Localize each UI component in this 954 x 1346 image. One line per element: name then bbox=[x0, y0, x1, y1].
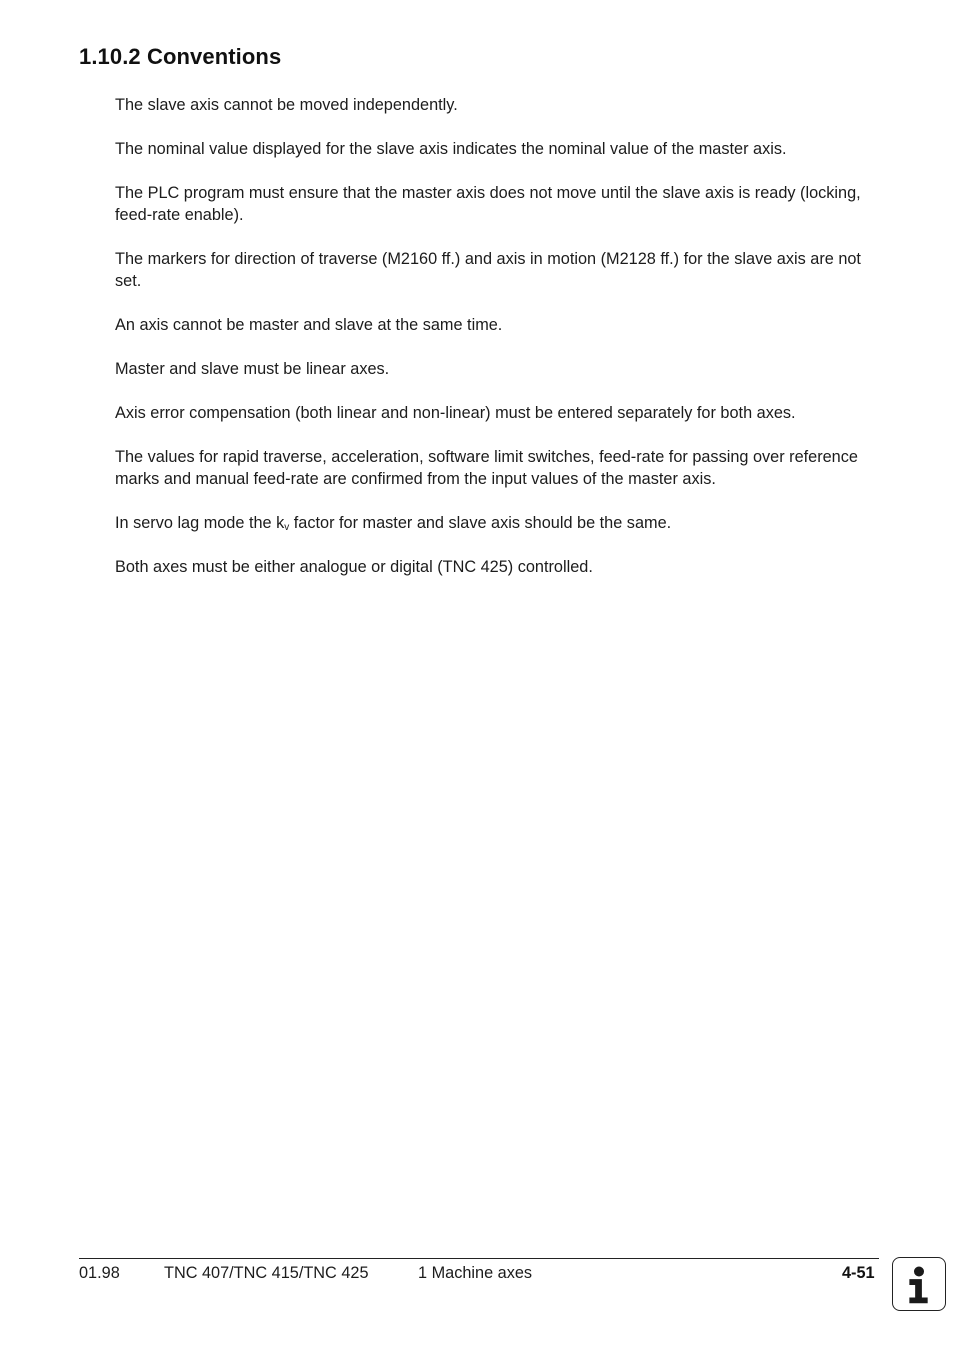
section-body bbox=[115, 94, 875, 600]
paragraph: Axis error compensation (both linear and non-linear) must be entered separately for both axes. bbox=[115, 404, 796, 422]
paragraph: Master and slave must be linear axes. bbox=[115, 360, 390, 378]
footer-divider bbox=[79, 1258, 879, 1259]
info-icon bbox=[892, 1257, 946, 1311]
paragraph: The PLC program must ensure that the master axis does not move until the slave axis is ready (locking, feed-rate enable). bbox=[115, 184, 861, 224]
paragraph: Both axes must be either analogue or digital (TNC 425) controlled. bbox=[115, 558, 593, 576]
paragraph-servo-lag bbox=[115, 512, 875, 534]
footer-date: 01.98 bbox=[79, 1264, 120, 1282]
info-glyph bbox=[893, 1258, 945, 1310]
paragraph: An axis cannot be master and slave at the same time. bbox=[115, 316, 503, 334]
footer-page-number: 4-51 bbox=[842, 1264, 875, 1282]
paragraph: The markers for direction of traverse (M2160 ff.) and axis in motion (M2128 ff.) for the slave axis are not set. bbox=[115, 250, 861, 290]
paragraph-text-start: In servo lag mode the k bbox=[115, 514, 285, 532]
paragraph: The slave axis cannot be moved independently. bbox=[115, 96, 458, 114]
paragraph: The nominal value displayed for the slave axis indicates the nominal value of the master axis. bbox=[115, 140, 787, 158]
footer-chapter: 1 Machine axes bbox=[418, 1264, 533, 1282]
subscript-v: v bbox=[284, 522, 290, 533]
section-heading: 1.10.2 Conventions bbox=[79, 44, 282, 69]
footer-model: TNC 407/TNC 415/TNC 425 bbox=[164, 1264, 369, 1282]
paragraph-text-end: factor for master and slave axis should be the same. bbox=[289, 514, 672, 532]
paragraph: The values for rapid traverse, acceleration, software limit switches, feed-rate for passing over reference marks and manual feed-rate are confirmed from the input values of the master axis. bbox=[115, 448, 858, 488]
